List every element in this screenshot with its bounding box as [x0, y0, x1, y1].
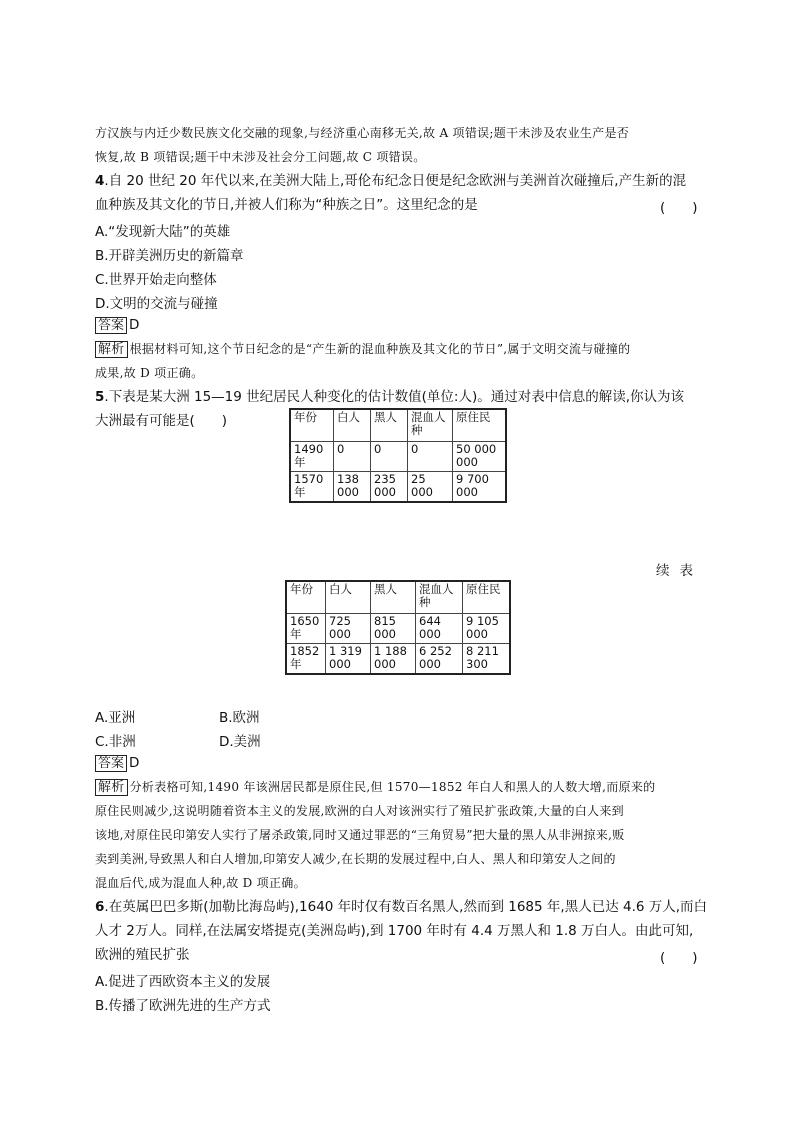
q5-option-a: A.亚洲	[95, 710, 136, 726]
q5-explain-text-1: 分析表格可知,1490 年该洲居民都是原住民,但 1570—1852 年白人和黑人的人数大增,而原来的	[129, 780, 656, 794]
q4-option-c: C.世界开始走向整体	[95, 272, 217, 288]
q4-explain-line-2: 成果,故 D 项正确。	[95, 366, 204, 380]
table-header-cell: 原住民	[453, 409, 507, 442]
table-cell: 1 319 000	[326, 644, 371, 675]
q5-explain-tag: 解析	[95, 779, 128, 796]
q6-option-b: B.传播了欧洲先进的生产方式	[95, 998, 271, 1014]
table-header-cell: 年份	[286, 581, 326, 614]
table-cell: 6 252 000	[416, 644, 463, 675]
table-cell: 1 188 000	[371, 644, 416, 675]
table-cell: 0	[334, 442, 371, 472]
table-cell: 1852 年	[286, 644, 326, 675]
q5-explain-line-4: 卖到美洲,导致黑人和白人增加,印第安人减少,在长期的发展过程中,白人、黑人和印第安人之间的	[95, 852, 616, 866]
q5-stem-line-2: 大洲最有可能是( )	[95, 413, 228, 429]
q4-explain-tag: 解析	[95, 341, 128, 358]
table-header-cell: 混血人 种	[416, 581, 463, 614]
q4-answer: D	[129, 317, 140, 333]
q6-stem-text-1: .在英属巴巴多斯(加勒比海岛屿),1640 年时仅有数百名黑人,然而到 1685 年,黑人已达 4.6 万人,而白	[104, 899, 708, 915]
table-cell: 0	[371, 442, 408, 472]
prev-explain-line-2: 恢复,故 B 项错误;题干中未涉及社会分工问题,故 C 项错误。	[95, 150, 426, 164]
table-cell: 9 700 000	[453, 472, 507, 503]
q5-explain-line-1	[95, 778, 655, 796]
table-header-cell: 原住民	[463, 581, 511, 614]
q4-answer-tag: 答案	[95, 317, 127, 334]
q5-answer-tag: 答案	[95, 755, 127, 772]
table-header-cell: 黑人	[371, 581, 416, 614]
table-header-cell: 混血人 种	[408, 409, 453, 442]
q5-explain-line-5: 混血后代,成为混血人种,故 D 项正确。	[95, 876, 306, 890]
table-row	[286, 614, 510, 644]
q6-stem-line-3: 欧洲的殖民扩张	[95, 947, 190, 963]
table-row	[290, 472, 506, 503]
table-header-row	[286, 581, 510, 614]
q4-stem-line-2: 血种族及其文化的节日,并被人们称为“种族之日”。这里纪念的是	[95, 197, 478, 213]
q4-explain-text-1: 根据材料可知,这个节日纪念的是“产生新的混血种族及其文化的节日”,属于文明交流与碰撞的	[129, 342, 631, 356]
q5-option-c: C.非洲	[95, 734, 136, 750]
q6-number: 6	[95, 899, 105, 915]
table-cell: 50 000 000	[453, 442, 507, 472]
table-cell: 235 000	[371, 472, 408, 503]
table-header-cell: 白人	[326, 581, 371, 614]
q5-stem-line-1	[95, 388, 684, 406]
table-cell: 138 000	[334, 472, 371, 503]
q6-option-a: A.促进了西欧资本主义的发展	[95, 974, 271, 990]
table-cell: 8 211 300	[463, 644, 511, 675]
table-cell: 0	[408, 442, 453, 472]
q5-explain-line-2: 原住民则减少,这说明随着资本主义的发展,欧洲的白人对该洲实行了殖民扩张政策,大量的白人来到	[95, 804, 624, 818]
q5-option-b: B.欧洲	[219, 710, 260, 726]
q4-answer-line	[95, 316, 139, 334]
q4-stem-line-1	[95, 172, 686, 190]
table-header-row	[290, 409, 506, 442]
q5-explain-line-3: 该地,对原住民印第安人实行了屠杀政策,同时又通过罪恶的“三角贸易”把大量的黑人从非洲掠来,贩	[95, 828, 625, 842]
q6-stem-line-1	[95, 898, 707, 916]
table-header-cell: 年份	[290, 409, 334, 442]
table-cell: 1490 年	[290, 442, 334, 472]
table-row	[286, 644, 510, 675]
continued-table-label: 续表	[656, 563, 703, 579]
table-header-cell: 黑人	[371, 409, 408, 442]
table-cell: 815 000	[371, 614, 416, 644]
q5-table-1	[289, 408, 507, 503]
table-cell: 725 000	[326, 614, 371, 644]
q6-stem-line-2: 人才 2万人。同样,在法属安塔提克(美洲岛屿),到 1700 年时有 4.4 万黑人和 1.8 万白人。由此可知,	[95, 923, 694, 939]
q4-stem-text-1: .自 20 世纪 20 年代以来,在美洲大陆上,哥伦布纪念日便是纪念欧洲与美洲首次碰撞后,产生新的混	[104, 173, 687, 189]
q5-answer: D	[129, 755, 140, 771]
table-cell: 9 105 000	[463, 614, 511, 644]
q5-answer-line	[95, 754, 139, 772]
table-row	[290, 442, 506, 472]
q4-answer-paren: ( )	[660, 200, 698, 216]
q5-number: 5	[95, 389, 105, 405]
q5-stem-text-1: .下表是某大洲 15—19 世纪居民人种变化的估计数值(单位:人)。通过对表中信息的解读,你认为该	[104, 389, 685, 405]
q4-explain-line-1	[95, 340, 630, 358]
q4-option-a: A.“发现新大陆”的英雄	[95, 224, 231, 240]
q4-option-b: B.开辟美洲历史的新篇章	[95, 248, 244, 264]
table-cell: 644 000	[416, 614, 463, 644]
table-cell: 25 000	[408, 472, 453, 503]
q5-option-d: D.美洲	[219, 734, 261, 750]
table-cell: 1570 年	[290, 472, 334, 503]
table-header-cell: 白人	[334, 409, 371, 442]
table-cell: 1650 年	[286, 614, 326, 644]
q6-answer-paren: ( )	[660, 950, 698, 966]
prev-explain-line-1: 方汉族与内迁少数民族文化交融的现象,与经济重心南移无关,故 A 项错误;题干未涉及农业生产是否	[95, 126, 630, 140]
q5-table-2	[285, 580, 511, 675]
q4-number: 4	[95, 173, 105, 189]
q4-option-d: D.文明的交流与碰撞	[95, 296, 218, 312]
